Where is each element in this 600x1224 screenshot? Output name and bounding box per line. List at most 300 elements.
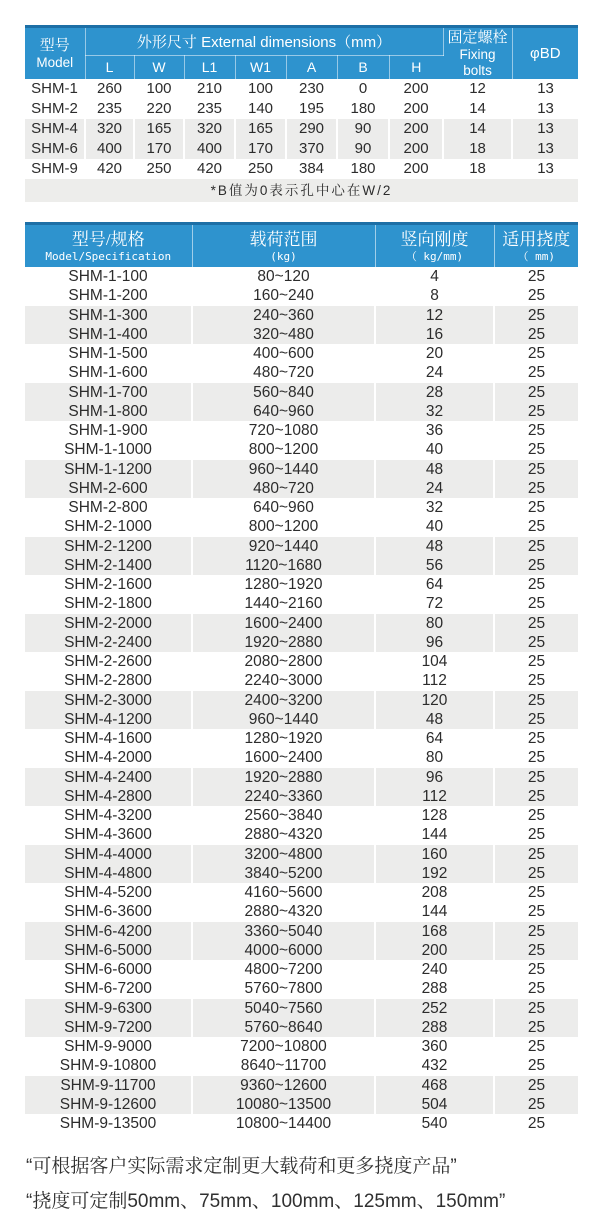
model-cell: SHM-6-7200 <box>25 979 192 998</box>
value-cell: 104 <box>375 652 494 671</box>
value-cell: 640~960 <box>192 498 375 517</box>
value-cell: 480~720 <box>192 363 375 382</box>
value-cell: 25 <box>527 364 546 382</box>
value-cell: 1920~2880 <box>192 633 375 652</box>
model-cell: SHM-9 <box>25 159 85 179</box>
table-row <box>25 286 578 305</box>
model-cell: SHM-6-5000 <box>25 941 192 960</box>
value-cell: 540 <box>375 1114 494 1133</box>
value-cell: 25 <box>527 653 546 670</box>
value-cell: 250 <box>134 159 184 179</box>
table-row <box>25 1056 578 1075</box>
value-cell: 3360~5040 <box>192 922 375 941</box>
model-cell: SHM-2-2400 <box>25 633 192 652</box>
model-cell: SHM-6 <box>25 139 85 159</box>
value-cell: 160 <box>375 845 494 864</box>
value-cell: 120 <box>375 691 494 710</box>
value-cell: 25 <box>527 287 546 305</box>
value-cell: 25 <box>527 807 546 824</box>
col-header-model <box>25 27 85 80</box>
value-cell: 40 <box>375 440 494 459</box>
value-cell: 384 <box>286 159 337 179</box>
value-cell: 25 <box>527 518 546 536</box>
value-cell: 165 <box>235 119 286 139</box>
table-row <box>25 556 578 575</box>
value-cell: 25 <box>494 402 578 421</box>
value-cell: 240 <box>375 960 494 979</box>
value-cell: 25 <box>527 345 546 362</box>
model-cell: SHM-1 <box>25 79 85 99</box>
table-row <box>25 922 578 941</box>
value-cell: 12 <box>375 306 494 325</box>
model-cell: SHM-9-12600 <box>25 1095 192 1114</box>
footnotes <box>26 1149 600 1219</box>
value-cell: 25 <box>527 499 546 516</box>
value-cell: 5040~7560 <box>192 999 375 1018</box>
value-cell: 420 <box>85 159 134 179</box>
value-cell: 2560~3840 <box>192 806 375 825</box>
value-cell: 25 <box>494 1095 578 1114</box>
value-cell: 220 <box>134 99 184 119</box>
table-row <box>25 748 578 767</box>
value-cell: 80 <box>375 748 494 767</box>
value-cell: 48 <box>375 460 494 479</box>
value-cell: 10080~13500 <box>192 1095 375 1114</box>
value-cell: 360 <box>375 1037 494 1056</box>
value-cell: 1440~2160 <box>192 594 375 613</box>
value-cell: 400 <box>184 139 235 159</box>
table-row <box>25 99 578 119</box>
value-cell: 20 <box>375 344 494 363</box>
value-cell: 720~1080 <box>192 421 375 440</box>
value-cell: 920~1440 <box>192 537 375 556</box>
value-cell: 160~240 <box>192 286 375 305</box>
value-cell: 18 <box>443 159 512 179</box>
value-cell: 25 <box>494 768 578 787</box>
table-row <box>25 787 578 806</box>
value-cell: 90 <box>337 139 389 159</box>
col-header-load-range-en: (kg) <box>270 249 297 263</box>
value-cell: 12 <box>443 79 512 99</box>
value-cell: 1280~1920 <box>192 575 375 594</box>
value-cell: 800~1200 <box>192 440 375 459</box>
col-header-deflection-en: （ mm) <box>517 249 555 263</box>
value-cell: 210 <box>184 79 235 99</box>
col-header-model-spec <box>25 224 192 268</box>
model-cell: SHM-2-3000 <box>25 691 192 710</box>
value-cell: 170 <box>235 139 286 159</box>
value-cell: 13 <box>512 119 578 139</box>
value-cell: 80~120 <box>192 267 375 286</box>
value-cell: 200 <box>389 159 443 179</box>
value-cell: 960~1440 <box>192 460 375 479</box>
table-row <box>25 440 578 459</box>
value-cell: 25 <box>527 576 546 593</box>
value-cell: 13 <box>537 160 554 177</box>
value-cell: 170 <box>134 139 184 159</box>
value-cell: 14 <box>443 119 512 139</box>
model-cell: SHM-4-1600 <box>25 729 192 748</box>
value-cell: 25 <box>527 1038 546 1055</box>
value-cell: 100 <box>134 79 184 99</box>
value-cell: 288 <box>375 979 494 998</box>
model-cell: SHM-4 <box>25 119 85 139</box>
value-cell: 200 <box>389 79 443 99</box>
model-cell: SHM-2-2000 <box>25 614 192 633</box>
value-cell: 90 <box>337 119 389 139</box>
value-cell: 25 <box>494 556 578 575</box>
value-cell: 25 <box>527 903 546 921</box>
value-cell: 25 <box>494 845 578 864</box>
model-cell: SHM-9-13500 <box>25 1114 192 1133</box>
value-cell: 4 <box>375 267 494 286</box>
value-cell: 128 <box>375 806 494 825</box>
value-cell: 8 <box>375 286 494 305</box>
table-row <box>25 402 578 421</box>
model-cell: SHM-1-900 <box>25 421 192 440</box>
model-cell: SHM-4-2000 <box>25 748 192 767</box>
model-cell: SHM-1-300 <box>25 306 192 325</box>
table-row <box>25 479 578 498</box>
value-cell: 32 <box>375 498 494 517</box>
value-cell: 25 <box>494 537 578 556</box>
value-cell: 25 <box>494 999 578 1018</box>
value-cell: 180 <box>337 99 389 119</box>
value-cell: 480~720 <box>192 479 375 498</box>
spec-sheet <box>0 25 600 1224</box>
value-cell: 1120~1680 <box>192 556 375 575</box>
model-cell: SHM-1-400 <box>25 325 192 344</box>
table-note: *B值为0表示孔中心在W/2 <box>25 179 578 202</box>
table-row <box>25 960 578 979</box>
col-header-vertical-stiffness <box>375 224 494 268</box>
value-cell: 25 <box>527 730 546 747</box>
value-cell: 2880~4320 <box>192 825 375 844</box>
model-cell: SHM-1-100 <box>25 267 192 286</box>
table-row <box>25 633 578 652</box>
value-cell: 200 <box>389 119 443 139</box>
value-cell: 320~480 <box>192 325 375 344</box>
value-cell: 18 <box>443 139 512 159</box>
table-row <box>25 139 578 159</box>
value-cell: 165 <box>134 119 184 139</box>
model-cell: SHM-4-4000 <box>25 845 192 864</box>
value-cell: 192 <box>375 864 494 883</box>
value-cell: 4800~7200 <box>192 960 375 979</box>
value-cell: 64 <box>375 729 494 748</box>
model-cell: SHM-2-1200 <box>25 537 192 556</box>
col-header-model-spec-zh: 型号/规格 <box>71 229 145 249</box>
model-cell: SHM-2-2800 <box>25 671 192 690</box>
col-header-external-dimensions: 外形尺寸 External dimensions（mm） <box>85 27 443 56</box>
model-cell: SHM-1-1000 <box>25 440 192 459</box>
value-cell: 25 <box>494 325 578 344</box>
value-cell: 200 <box>389 139 443 159</box>
table-row <box>25 979 578 998</box>
value-cell: 16 <box>375 325 494 344</box>
model-cell: SHM-2-1600 <box>25 575 192 594</box>
value-cell: 25 <box>494 479 578 498</box>
value-cell: 25 <box>527 672 546 690</box>
value-cell: 72 <box>375 594 494 613</box>
value-cell: 144 <box>375 825 494 844</box>
model-cell: SHM-4-5200 <box>25 883 192 902</box>
col-header-load-range-zh: 载荷范围 <box>249 229 318 249</box>
model-cell: SHM-1-700 <box>25 383 192 402</box>
value-cell: 25 <box>494 633 578 652</box>
value-cell: 400~600 <box>192 344 375 363</box>
value-cell: 25 <box>527 441 546 459</box>
model-cell: SHM-9-9000 <box>25 1037 192 1056</box>
col-header-model-zh: 型号 <box>39 37 70 54</box>
table-row <box>25 498 578 517</box>
table-row <box>25 710 578 729</box>
value-cell: 13 <box>537 80 554 97</box>
table-row <box>25 460 578 479</box>
table-row <box>25 768 578 787</box>
value-cell: 290 <box>286 119 337 139</box>
model-cell: SHM-9-7200 <box>25 1018 192 1037</box>
value-cell: 468 <box>375 1076 494 1095</box>
value-cell: 25 <box>494 864 578 883</box>
table-row <box>25 999 578 1018</box>
col-header-deflection-zh: 适用挠度 <box>502 229 571 249</box>
table-row <box>25 729 578 748</box>
table-row <box>25 344 578 363</box>
model-cell: SHM-2-600 <box>25 479 192 498</box>
value-cell: 112 <box>375 671 494 690</box>
value-cell: 25 <box>494 787 578 806</box>
value-cell: 640~960 <box>192 402 375 421</box>
value-cell: 560~840 <box>192 383 375 402</box>
table-row <box>25 864 578 883</box>
value-cell: 25 <box>527 980 546 998</box>
value-cell: 25 <box>527 1115 546 1132</box>
col-header-load-range <box>192 224 375 268</box>
table-row <box>25 691 578 710</box>
model-cell: SHM-2-1800 <box>25 594 192 613</box>
model-cell: SHM-4-2800 <box>25 787 192 806</box>
model-cell: SHM-4-3200 <box>25 806 192 825</box>
value-cell: 25 <box>527 595 546 613</box>
value-cell: 0 <box>337 79 389 99</box>
value-cell: 3200~4800 <box>192 845 375 864</box>
value-cell: 80 <box>375 614 494 633</box>
spec-header-row <box>25 224 578 268</box>
value-cell: 25 <box>527 826 546 844</box>
value-cell: 96 <box>375 633 494 652</box>
table-row <box>25 806 578 825</box>
model-cell: SHM-4-4800 <box>25 864 192 883</box>
table-row <box>25 306 578 325</box>
value-cell: 25 <box>494 1076 578 1095</box>
model-cell: SHM-6-3600 <box>25 902 192 921</box>
table-row <box>25 825 578 844</box>
model-cell: SHM-2-2600 <box>25 652 192 671</box>
value-cell: 168 <box>375 922 494 941</box>
value-cell: 64 <box>375 575 494 594</box>
table-row <box>25 267 578 286</box>
value-cell: 3840~5200 <box>192 864 375 883</box>
col-header-L1: L1 <box>184 55 235 79</box>
value-cell: 25 <box>527 268 546 285</box>
value-cell: 25 <box>494 614 578 633</box>
value-cell: 24 <box>375 479 494 498</box>
table-row <box>25 1037 578 1056</box>
value-cell: 208 <box>375 883 494 902</box>
table-row <box>25 517 578 536</box>
table-row <box>25 325 578 344</box>
spec-table-body <box>25 267 578 1133</box>
table-row <box>25 902 578 921</box>
table-row <box>25 594 578 613</box>
value-cell: 36 <box>375 421 494 440</box>
table-row <box>25 845 578 864</box>
value-cell: 13 <box>537 100 554 117</box>
value-cell: 25 <box>494 691 578 710</box>
value-cell: 235 <box>85 99 134 119</box>
value-cell: 10800~14400 <box>192 1114 375 1133</box>
model-cell: SHM-9-11700 <box>25 1076 192 1095</box>
value-cell: 25 <box>494 922 578 941</box>
value-cell: 250 <box>235 159 286 179</box>
table-row <box>25 383 578 402</box>
value-cell: 2240~3360 <box>192 787 375 806</box>
value-cell: 28 <box>375 383 494 402</box>
value-cell: 2080~2800 <box>192 652 375 671</box>
value-cell: 5760~8640 <box>192 1018 375 1037</box>
value-cell: 7200~10800 <box>192 1037 375 1056</box>
value-cell: 32 <box>375 402 494 421</box>
value-cell: 320 <box>184 119 235 139</box>
value-cell: 195 <box>286 99 337 119</box>
value-cell: 1920~2880 <box>192 768 375 787</box>
value-cell: 40 <box>375 517 494 536</box>
value-cell: 960~1440 <box>192 710 375 729</box>
table-row <box>25 1114 578 1133</box>
col-header-W: W <box>134 55 184 79</box>
table-row <box>25 159 578 179</box>
table-row <box>25 1076 578 1095</box>
table-row <box>25 671 578 690</box>
model-cell: SHM-1-800 <box>25 402 192 421</box>
model-cell: SHM-1-500 <box>25 344 192 363</box>
col-header-vertical-stiffness-en: （ kg/mm) <box>405 249 464 263</box>
value-cell: 230 <box>286 79 337 99</box>
table-row <box>25 652 578 671</box>
value-cell: 504 <box>375 1095 494 1114</box>
col-header-H: H <box>389 55 443 79</box>
value-cell: 2240~3000 <box>192 671 375 690</box>
col-header-fixing-bolts-en: Fixing bolts <box>459 47 496 78</box>
value-cell: 25 <box>494 306 578 325</box>
table-row <box>25 1018 578 1037</box>
col-header-W1: W1 <box>235 55 286 79</box>
value-cell: 1280~1920 <box>192 729 375 748</box>
value-cell: 8640~11700 <box>192 1056 375 1075</box>
table-row <box>25 421 578 440</box>
value-cell: 25 <box>527 961 546 978</box>
value-cell: 25 <box>494 460 578 479</box>
table-row <box>25 883 578 902</box>
footnote-deflection-options: “挠度可定制50mm、75mm、100mm、125mm、150mm” <box>26 1191 506 1213</box>
col-header-deflection <box>494 224 578 268</box>
value-cell: 288 <box>375 1018 494 1037</box>
value-cell: 240~360 <box>192 306 375 325</box>
model-cell: SHM-2 <box>25 99 85 119</box>
value-cell: 4160~5600 <box>192 883 375 902</box>
value-cell: 25 <box>527 884 546 901</box>
table-row <box>25 537 578 556</box>
value-cell: 2400~3200 <box>192 691 375 710</box>
value-cell: 400 <box>85 139 134 159</box>
model-cell: SHM-2-800 <box>25 498 192 517</box>
model-cell: SHM-9-10800 <box>25 1056 192 1075</box>
model-cell: SHM-4-1200 <box>25 710 192 729</box>
value-cell: 25 <box>494 383 578 402</box>
model-cell: SHM-6-4200 <box>25 922 192 941</box>
table-row <box>25 79 578 99</box>
value-cell: 235 <box>184 99 235 119</box>
table-row <box>25 941 578 960</box>
value-cell: 1600~2400 <box>192 614 375 633</box>
model-cell: SHM-1-600 <box>25 363 192 382</box>
value-cell: 48 <box>375 710 494 729</box>
note-row <box>25 179 578 202</box>
header-row-group <box>25 27 578 56</box>
value-cell: 200 <box>375 941 494 960</box>
footnote-custom-load: “可根据客户实际需求定制更大载荷和更多挠度产品” <box>26 1156 457 1178</box>
table-row <box>25 363 578 382</box>
spec-table <box>25 222 578 1133</box>
value-cell: 56 <box>375 556 494 575</box>
col-header-model-spec-en: Model/Specification <box>45 249 172 263</box>
value-cell: 320 <box>85 119 134 139</box>
value-cell: 2880~4320 <box>192 902 375 921</box>
value-cell: 13 <box>512 139 578 159</box>
value-cell: 800~1200 <box>192 517 375 536</box>
value-cell: 25 <box>494 710 578 729</box>
value-cell: 48 <box>375 537 494 556</box>
dimensions-table-body <box>25 79 578 179</box>
col-header-fixing-bolts-zh: 固定螺栓 <box>447 29 508 46</box>
value-cell: 96 <box>375 768 494 787</box>
value-cell: 24 <box>375 363 494 382</box>
value-cell: 25 <box>527 422 546 439</box>
value-cell: 4000~6000 <box>192 941 375 960</box>
col-header-L: L <box>85 55 134 79</box>
value-cell: 100 <box>235 79 286 99</box>
table-row <box>25 1095 578 1114</box>
table-row <box>25 119 578 139</box>
value-cell: 420 <box>184 159 235 179</box>
table-row <box>25 575 578 594</box>
col-header-vertical-stiffness-zh: 竖向刚度 <box>400 229 469 249</box>
col-header-fixing-bolts <box>443 27 512 80</box>
col-header-B: B <box>337 55 389 79</box>
value-cell: 252 <box>375 999 494 1018</box>
model-cell: SHM-1-1200 <box>25 460 192 479</box>
value-cell: 144 <box>375 902 494 921</box>
value-cell: 25 <box>494 1018 578 1037</box>
value-cell: 25 <box>527 1057 546 1075</box>
value-cell: 112 <box>375 787 494 806</box>
value-cell: 140 <box>235 99 286 119</box>
value-cell: 180 <box>337 159 389 179</box>
model-cell: SHM-6-6000 <box>25 960 192 979</box>
dimensions-table <box>25 25 578 202</box>
value-cell: 200 <box>389 99 443 119</box>
